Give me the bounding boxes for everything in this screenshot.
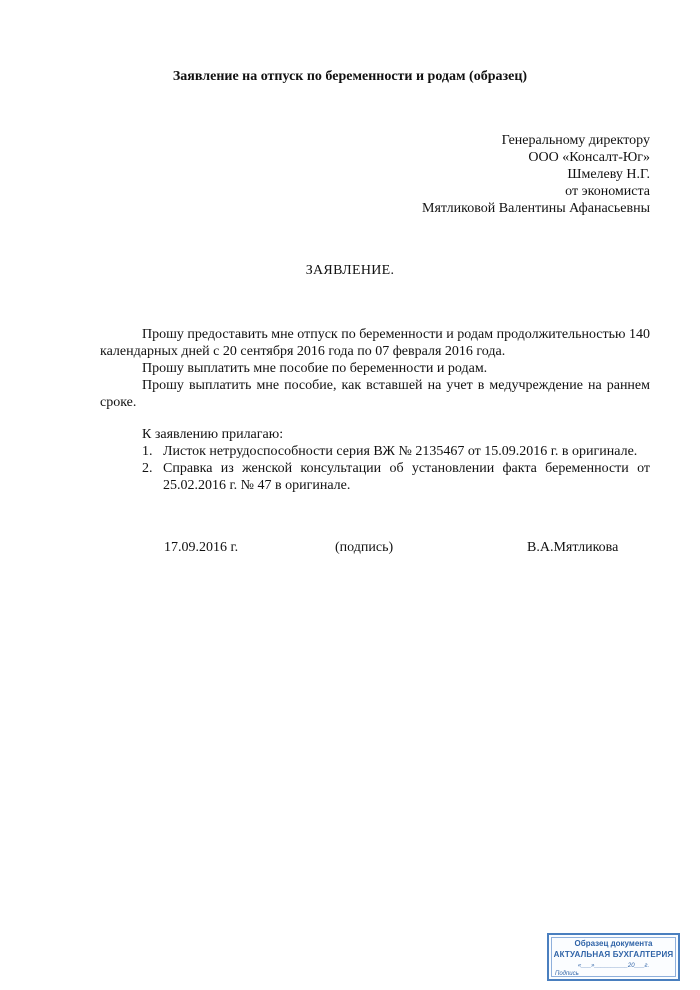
statement-body [100, 326, 650, 411]
addressee-position: Генеральному директору [501, 133, 650, 148]
document-title: Заявление на отпуск по беременности и родам (образец) [172, 69, 528, 84]
addressee-name: Шмелеву Н.Г. [567, 167, 650, 182]
attachments-list [142, 443, 650, 494]
attachment-number: 2. [142, 461, 153, 476]
stamp-brand: АКТУАЛЬНАЯ БУХГАЛТЕРИЯ [553, 950, 674, 959]
sample-stamp [547, 933, 680, 981]
paragraph-early-registration: Прошу выплатить мне пособие, как вставшей на учет в медучреждение на раннем сроке. [100, 378, 650, 410]
attachments-heading: К заявлению прилагаю: [142, 427, 284, 442]
signature-date: 17.09.2016 г. [164, 540, 239, 555]
sender-position: от экономиста [565, 184, 650, 199]
attachment-item [142, 443, 650, 460]
signature-name: В.А.Мятликова [527, 540, 619, 555]
addressee-company: ООО «Консалт-Юг» [528, 150, 650, 165]
stamp-caption: Образец документа [574, 939, 653, 948]
sender-name: Мятликовой Валентины Афанасьевны [422, 201, 650, 216]
statement-heading: ЗАЯВЛЕНИЕ. [305, 263, 395, 278]
attachment-text: Справка из женской консультации об установлении факта беременности от 25.02.2016 г. № 47 в оригинале. [163, 461, 650, 493]
paragraph-benefit-request: Прошу выплатить мне пособие по беременности и родам. [142, 361, 488, 376]
attachment-text: Листок нетрудоспособности серия ВЖ № 2135467 от 15.09.2016 г. в оригинале. [163, 444, 638, 459]
signature-row [0, 539, 700, 557]
signature-placeholder: (подпись) [335, 540, 394, 555]
attachment-number: 1. [142, 444, 153, 459]
stamp-date-line: «___»__________20___г. [577, 963, 650, 969]
attachment-item [142, 460, 650, 494]
stamp-sign-label: Подпись [555, 971, 579, 977]
addressee-block [290, 132, 650, 217]
paragraph-leave-request: Прошу предоставить мне отпуск по беременности и родам продолжительностью 140 календарных дней с 20 сентября 2016 года по 07 февраля 2016 года. [100, 327, 650, 359]
